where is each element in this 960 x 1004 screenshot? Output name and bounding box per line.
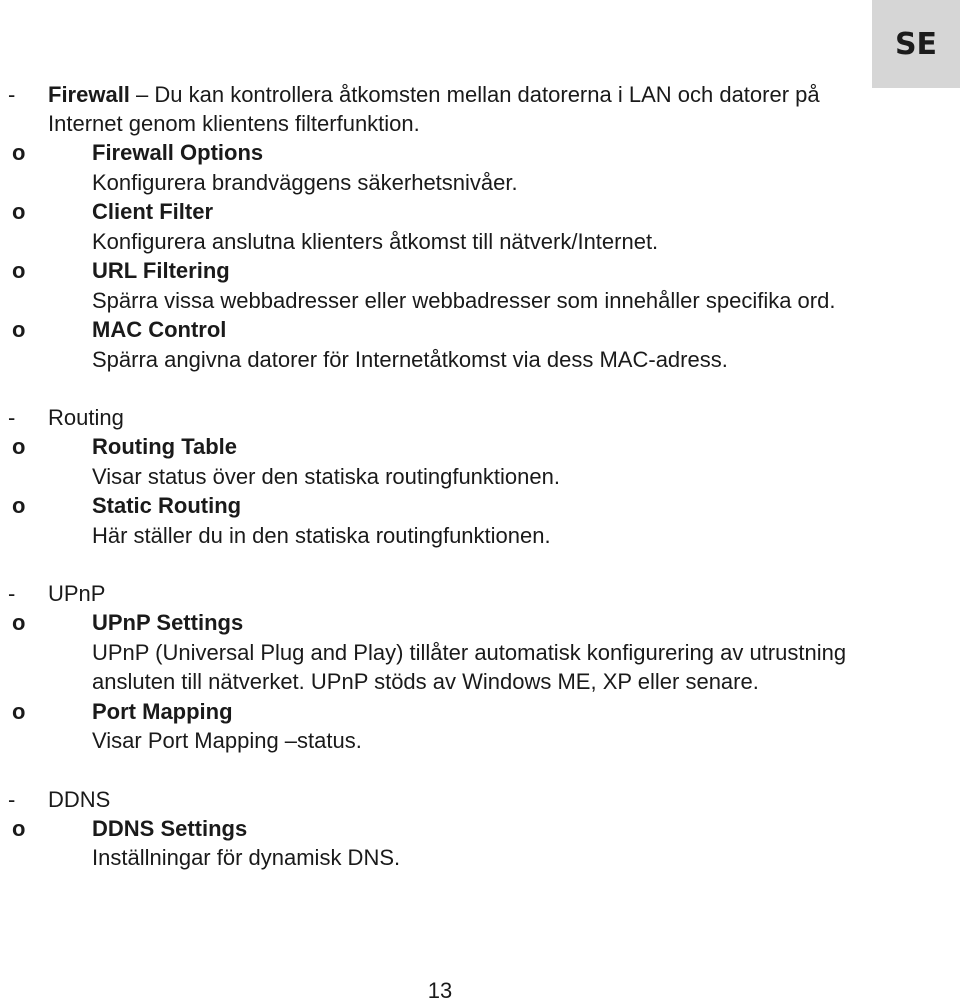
section-routing <box>0 403 880 550</box>
item-description: UPnP (Universal Plug and Play) tillåter automatisk konfigurering av utrustning ansluten till nätverket. UPnP stöds av Windows ME, XP eller senare. <box>92 639 847 694</box>
item-title: UPnP Settings <box>92 610 244 635</box>
bullet: o <box>12 610 26 635</box>
item-description: Visar status över den statiska routingfunktionen. <box>92 463 560 489</box>
section-dash: - <box>8 786 16 812</box>
bullet: o <box>12 199 26 224</box>
item-title: URL Filtering <box>92 258 230 283</box>
item-title: Firewall Options <box>92 140 264 165</box>
section-dash: - <box>8 581 16 606</box>
item-description: Här ställer du in den statiska routingfunktionen. <box>92 522 551 548</box>
list-item-ddns-settings <box>12 814 880 873</box>
item-title: DDNS Settings <box>92 815 248 841</box>
list-item-firewall-options <box>12 138 880 197</box>
section-firewall <box>0 80 880 374</box>
section-dash: - <box>8 82 16 107</box>
document-body <box>0 80 880 873</box>
item-title: Client Filter <box>92 199 214 224</box>
section-title: Routing <box>48 405 124 430</box>
section-upnp <box>0 579 880 756</box>
section-header <box>48 579 880 608</box>
list-item-static-routing <box>12 491 880 550</box>
item-title: Routing Table <box>92 434 238 459</box>
item-description: Visar Port Mapping –status. <box>92 728 362 753</box>
item-description: Spärra vissa webbadresser eller webbadresser som innehåller specifika ord. <box>92 287 836 313</box>
section-dash: - <box>8 405 16 430</box>
page-number: 13 <box>427 978 453 1003</box>
list-item-upnp-settings <box>12 608 880 697</box>
bullet: o <box>12 317 26 342</box>
bullet: o <box>12 258 26 283</box>
item-title: MAC Control <box>92 317 227 342</box>
bullet: o <box>12 434 26 459</box>
item-title: Static Routing <box>92 493 242 518</box>
section-ddns <box>0 785 880 873</box>
list-item-mac-control <box>12 315 880 374</box>
item-description: Konfigurera anslutna klienters åtkomst till nätverk/Internet. <box>92 228 659 254</box>
section-description: – Du kan kontrollera åtkomsten mellan datorerna i LAN och datorer på Internet genom klientens filterfunktion. <box>48 82 820 136</box>
item-description: Konfigurera brandväggens säkerhetsnivåer. <box>92 169 518 195</box>
section-title: UPnP <box>48 581 106 606</box>
list-item-client-filter <box>12 197 880 256</box>
section-header <box>48 80 880 138</box>
list-item-port-mapping <box>12 697 880 756</box>
section-title: Firewall <box>48 82 130 107</box>
bullet: o <box>12 493 26 518</box>
item-description: Inställningar för dynamisk DNS. <box>92 845 401 870</box>
item-title: Port Mapping <box>92 698 233 724</box>
bullet: o <box>12 140 26 165</box>
item-description: Spärra angivna datorer för Internetåtkomst via dess MAC-adress. <box>92 346 728 372</box>
section-header <box>48 785 880 814</box>
language-tab: SE <box>872 0 960 88</box>
bullet: o <box>12 815 26 841</box>
section-title: DDNS <box>48 786 111 812</box>
bullet: o <box>12 698 26 724</box>
list-item-routing-table <box>12 432 880 491</box>
list-item-url-filtering <box>12 256 880 315</box>
section-header <box>48 403 880 432</box>
